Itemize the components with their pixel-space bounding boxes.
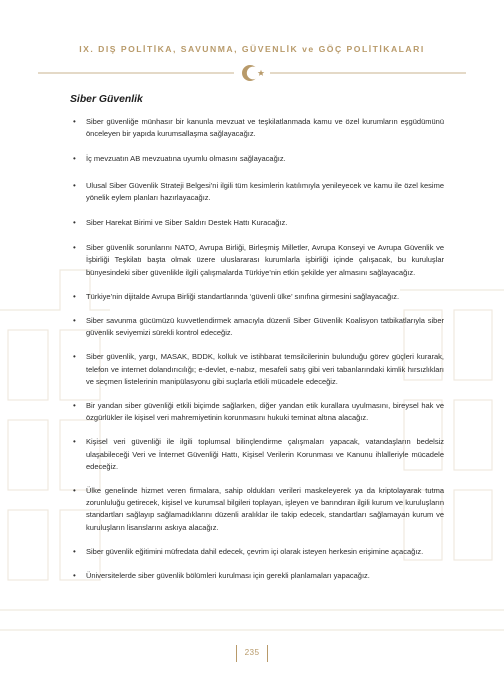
list-item: • Siber savunma gücümüzü kuvvetlendirmek amacıyla düzenli Siber Güvenlik Koalisyon tatbikatlarıyla siber güvenlik seviyemizi sürekli kontrol edeceğiz. bbox=[70, 315, 444, 339]
list-item: • Siber güvenliğe münhasır bir kanunla mevzuat ve teşkilatlanmada kamu ve özel kurumların eşgüdümünü önceleyen bir yapıda kurumsallaşma sağlayacağız. bbox=[70, 116, 444, 140]
list-item: • Siber güvenlik eğitimini müfredata dahil edecek, çevrim içi olarak isteyen herkesin erişimine açacağız. bbox=[70, 546, 444, 558]
list-item: • İç mevzuatın AB mevzuatına uyumlu olmasını sağlayacağız. bbox=[70, 153, 444, 165]
crescent-star-icon bbox=[242, 65, 264, 81]
list-item: • Siber güvenlik, yargı, MASAK, BDDK, kolluk ve istihbarat temsilcilerinin bulunduğu görev güçleri kurarak, telefon ve internet dolandırıcılığı; e-devlet, e-nabız, mesafeli satış gibi veri tabanlarındaki kimlik hırsızlıkları ve seçmen listelerinin manipülasyonu gibi suçlarla etkili mücadele edeceğiz. bbox=[70, 351, 444, 388]
list-item: • Ülke genelinde hizmet veren firmalara, sahip oldukları verileri maskeleyerek ya da kriptolayarak tutma zorunluluğu getirecek, kişisel ve kurumsal bilgileri toplayan, işleyen ve barındıran ilgili kurum ve kuruluşların standartları sağlayıp sağlamadıklarını düzenli aralıklar ile takip edecek, standartları sağlamayan kurum ve kuruluşların lisanslarını askıya alacağız. bbox=[70, 485, 444, 534]
list-item: • Kişisel veri güvenliği ile ilgili toplumsal bilinçlendirme çalışmaları yapacak, vatandaşların bedelsiz ulaşabileceği Veri ve İnternet Güvenliği Hattı, Kişisel Verilerin Korunması ve Kanunu ihlalleriyle mücadele edeceğiz. bbox=[70, 436, 444, 473]
page-number-right-rule bbox=[267, 645, 268, 662]
list-item: • Bir yandan siber güvenliği etkili biçimde sağlarken, diğer yandan etik kurallara uyulmasını, bireysel hak ve özgürlükler ile kişisel veri mahremiyetinin korunmasını hukuki teminat altına alacağız. bbox=[70, 400, 444, 424]
list-item: • Siber Harekat Birimi ve Siber Saldırı Destek Hattı Kuracağız. bbox=[70, 217, 444, 229]
list-item: • Ulusal Siber Güvenlik Strateji Belgesi’ni ilgili tüm kesimlerin katılımıyla yenileyecek ve kamu ile özel kesime yönelik eylem planları hazırlayacağız. bbox=[70, 180, 444, 204]
section-title: Siber Güvenlik bbox=[70, 94, 143, 105]
list-item: • Siber güvenlik sorunlarını NATO, Avrupa Birliği, Birleşmiş Milletler, Avrupa Konseyi ve Avrupa Güvenlik ve İşbirliği Teşkilatı başta olmak üzere uluslararası kurumlarla işbirliği içinde çalışacak, bu kuruluşlar bünyesindeki siber güvenlikle ilgili çalışmalarda Türkiye’nin etkin şekilde yer almasını sağlayacağız. bbox=[70, 242, 444, 279]
page-number: 235 bbox=[244, 648, 260, 657]
bullet-list bbox=[70, 116, 444, 582]
list-item: • Türkiye’nin dijitalde Avrupa Birliği standartlarında ‘güvenli ülke’ sınıfına girmesini sağlayacağız. bbox=[70, 291, 444, 303]
list-item: • Üniversitelerde siber güvenlik bölümleri kurulması için gerekli planlamaları yapacağız. bbox=[70, 570, 444, 582]
header-ornament bbox=[38, 62, 466, 84]
chapter-title: IX. DIŞ POLİTİKA, SAVUNMA, GÜVENLİK ve GÖÇ POLİTİKALARI bbox=[79, 44, 425, 54]
